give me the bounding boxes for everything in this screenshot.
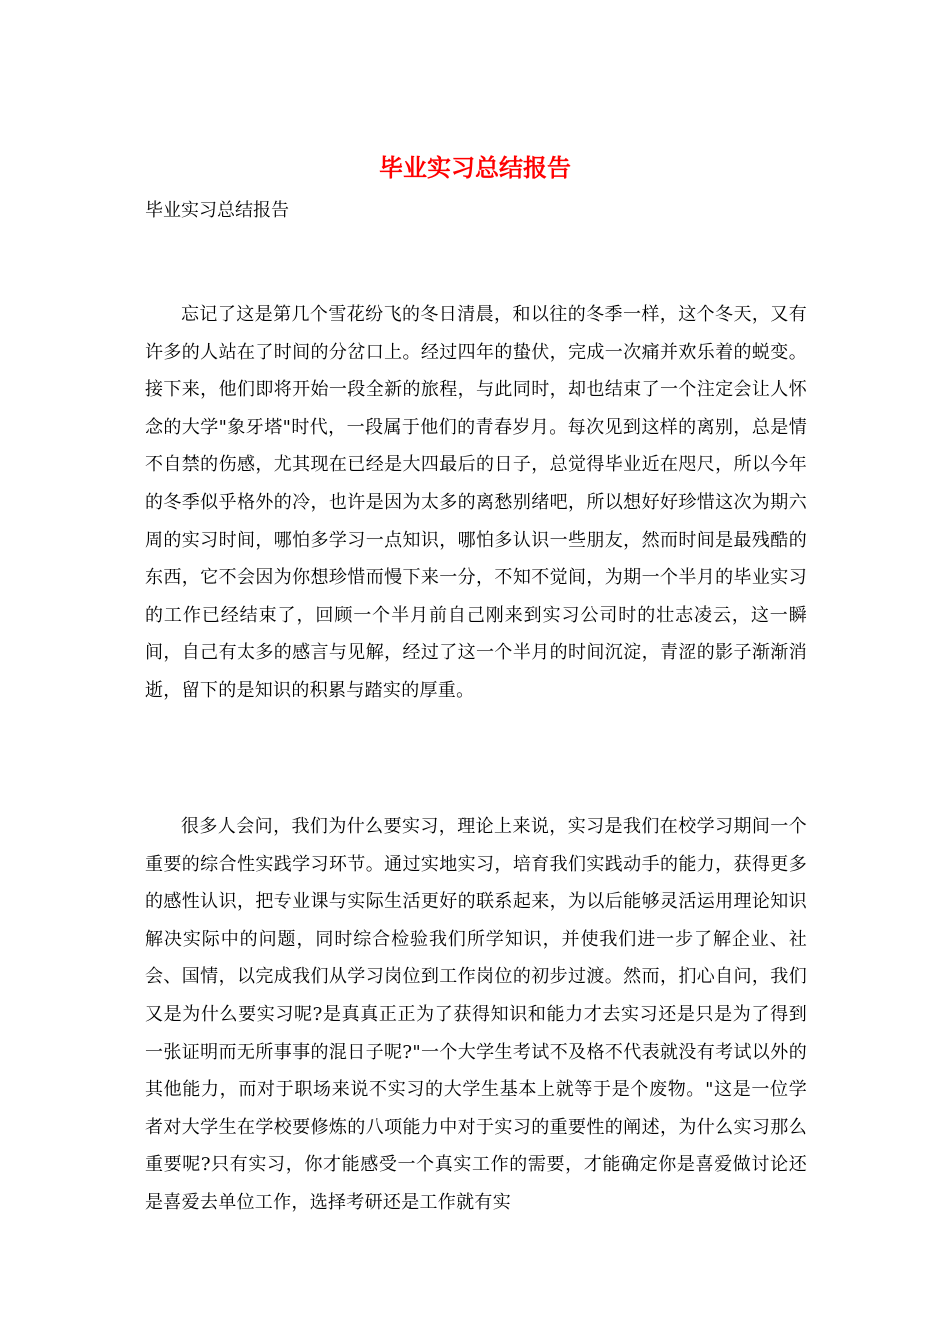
document-subtitle: 毕业实习总结报告 xyxy=(145,200,289,221)
paragraph-1: 忘记了这是第几个雪花纷飞的冬日清晨，和以往的冬季一样，这个冬天，又有许多的人站在了时间的分岔口上。经过四年的蛰伏，完成一次痛并欢乐着的蜕变。接下来，他们即将开始一段全新的旅程，与此同时，却也结束了一个注定会让人怀念的大学"象牙塔"时代，一段属于他们的青春岁月。每次见到这样的离别，总是情不自禁的伤感，尤其现在已经是大四最后的日子，总觉得毕业近在咫尺，所以今年的冬季似乎格外的冷，也许是因为太多的离愁别绪吧，所以想好好珍惜这次为期六周的实习时间，哪怕多学习一点知识，哪怕多认识一些朋友，然而时间是最残酷的东西，它不会因为你想珍惜而慢下来一分，不知不觉间，为期一个半月的毕业实习的工作已经结束了，回顾一个半月前自己刚来到实习公司时的壮志凌云，这一瞬间，自己有太多的感言与见解，经过了这一个半月的时间沉淀，青涩的影子渐渐消逝，留下的是知识的积累与踏实的厚重。 xyxy=(145,304,807,701)
paragraph-2: 很多人会问，我们为什么要实习，理论上来说，实习是我们在校学习期间一个重要的综合性实践学习环节。通过实地实习，培育我们实践动手的能力，获得更多的感性认识，把专业课与实际生活更好的联系起来，为以后能够灵活运用理论知识解决实际中的问题，同时综合检验我们所学知识，并使我们进一步了解企业、社会、国情，以完成我们从学习岗位到工作岗位的初步过渡。然而，扪心自问，我们又是为什么要实习呢?是真真正正为了获得知识和能力才去实习还是只是为了得到一张证明而无所事事的混日子呢?"一个大学生考试不及格不代表就没有考试以外的其他能力，而对于职场来说不实习的大学生基本上就等于是个废物。"这是一位学者对大学生在学校要修炼的八项能力中对于实习的重要性的阐述，为什么实习那么重要呢?只有实习，你才能感受一个真实工作的需要，才能确定你是喜爱做讨论还是喜爱去单位工作，选择考研还是工作就有实 xyxy=(145,816,807,1213)
document-title: 毕业实习总结报告 xyxy=(379,153,571,182)
